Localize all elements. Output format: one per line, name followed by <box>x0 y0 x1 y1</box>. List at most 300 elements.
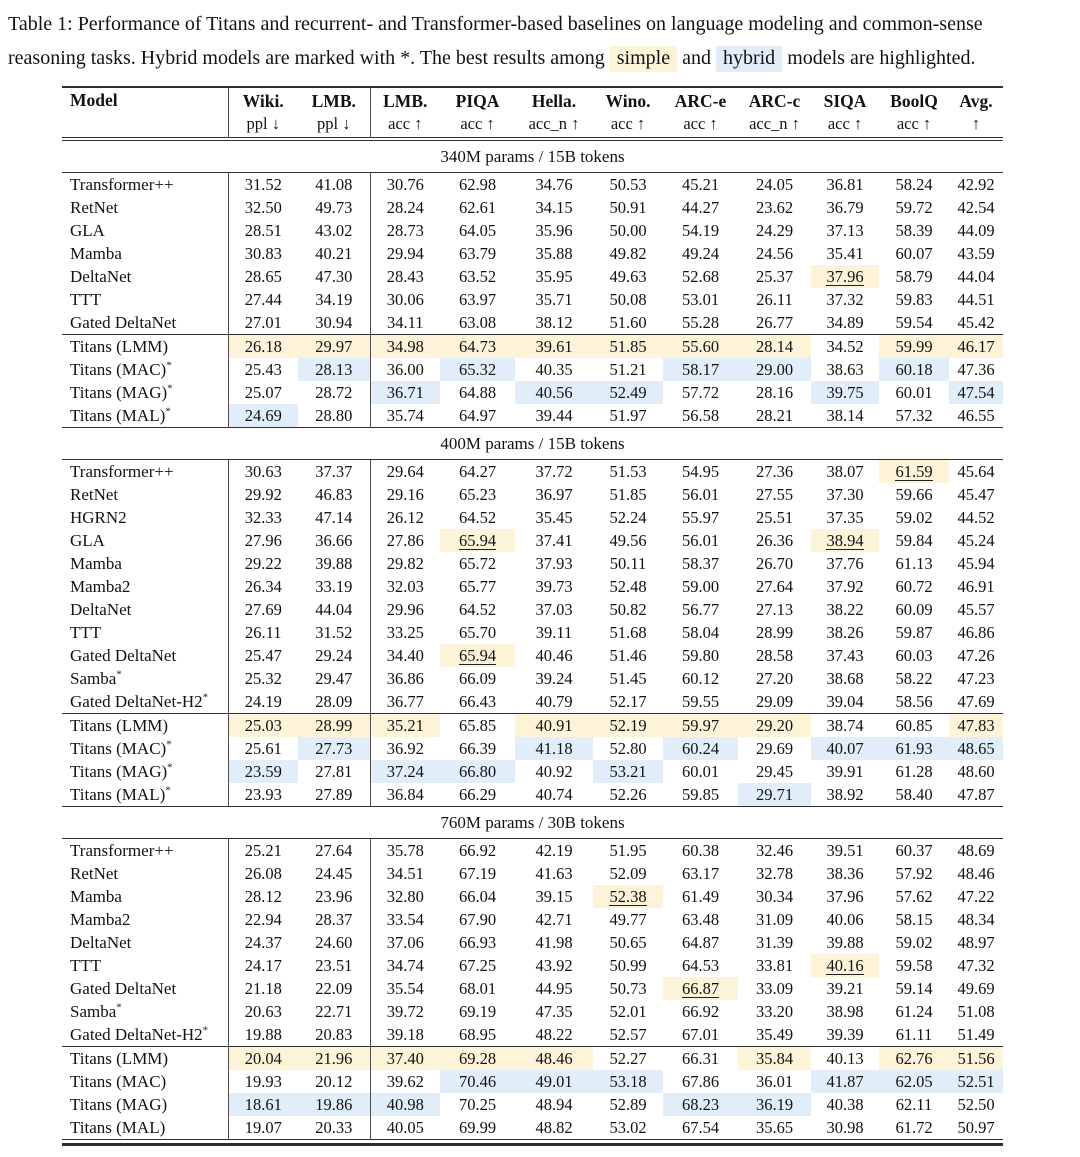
value-cell: 34.98 <box>370 335 440 359</box>
model-name: Titans (MAG) <box>70 1094 168 1114</box>
value-cell: 28.72 <box>315 382 353 402</box>
value-cell: 45.24 <box>957 530 995 550</box>
value-cell: 62.76 <box>879 1047 949 1071</box>
value-cell: 27.89 <box>315 784 353 804</box>
value-cell: 50.82 <box>609 599 647 619</box>
value-cell: 60.18 <box>879 358 949 381</box>
value-cell: 37.35 <box>826 507 864 527</box>
value-cell: 33.19 <box>315 576 353 596</box>
table-row <box>62 931 1003 954</box>
value-cell: 57.32 <box>895 405 933 425</box>
value-cell: 54.95 <box>681 461 720 481</box>
caption-end-text: models are highlighted. <box>787 47 976 69</box>
value-cell: 29.45 <box>755 761 794 781</box>
value-cell: 45.47 <box>957 484 995 504</box>
value-cell: 58.79 <box>895 266 933 286</box>
value-cell: 40.13 <box>811 1047 879 1071</box>
value-cell: 41.18 <box>515 737 593 760</box>
value-cell: 50.65 <box>609 932 647 952</box>
value-cell: 59.02 <box>895 507 933 527</box>
value-cell: 37.30 <box>826 484 864 504</box>
value-cell: 45.21 <box>681 174 720 194</box>
value-cell: 46.83 <box>315 484 353 504</box>
value-cell: 27.86 <box>370 529 440 552</box>
value-cell: 28.21 <box>755 405 794 425</box>
model-name: Titans (MAC)* <box>70 358 172 379</box>
value-cell: 35.21 <box>370 714 440 738</box>
value-cell: 46.17 <box>949 335 1003 359</box>
value-cell: 56.01 <box>681 484 720 504</box>
value-cell: 40.74 <box>535 784 573 804</box>
table-row <box>62 862 1003 885</box>
value-cell: 19.93 <box>228 1070 298 1093</box>
table-row <box>62 242 1003 265</box>
value-cell: 46.55 <box>957 405 995 425</box>
value-cell: 36.97 <box>535 484 573 504</box>
value-cell: 29.16 <box>370 483 440 506</box>
value-cell: 66.93 <box>458 932 497 952</box>
value-cell: 35.49 <box>755 1024 794 1044</box>
section-header: 340M params / 15B tokens <box>62 141 1003 173</box>
value-cell: 66.39 <box>458 738 497 758</box>
value-cell: 44.09 <box>957 220 995 240</box>
table-row <box>62 1116 1003 1140</box>
table-row <box>62 506 1003 529</box>
model-name: Gated DeltaNet-H2* <box>70 1023 209 1044</box>
value-cell: 38.07 <box>826 461 864 481</box>
table-body <box>62 141 1003 1145</box>
caption-line-1: Table 1: Performance of Titans and recurrent- and Transformer-based baselines on language modeling and common-sense <box>8 13 983 35</box>
column-subheader-avg: ↑ <box>971 114 981 133</box>
value-cell: 57.92 <box>895 863 933 883</box>
header-row-1 <box>62 87 1003 113</box>
value-cell: 39.75 <box>811 381 879 404</box>
value-cell: 38.98 <box>826 1001 864 1021</box>
value-cell: 35.84 <box>738 1047 811 1071</box>
table-row <box>62 575 1003 598</box>
value-cell: 47.23 <box>957 668 995 688</box>
value-cell: 20.33 <box>315 1117 353 1137</box>
value-cell: 37.76 <box>826 553 864 573</box>
value-cell: 59.87 <box>895 622 933 642</box>
value-cell: 60.01 <box>681 761 720 781</box>
value-cell: 24.69 <box>228 404 298 428</box>
model-name: Mamba <box>70 243 122 263</box>
value-cell: 51.56 <box>949 1047 1003 1071</box>
value-cell: 64.05 <box>458 220 497 240</box>
value-cell: 40.98 <box>370 1093 440 1116</box>
value-cell: 53.21 <box>593 760 663 783</box>
value-cell: 29.96 <box>370 598 440 621</box>
value-cell: 26.18 <box>228 335 298 359</box>
value-cell: 34.11 <box>370 311 440 335</box>
value-cell: 48.46 <box>957 863 995 883</box>
value-cell: 24.60 <box>315 932 353 952</box>
value-cell: 66.31 <box>663 1047 738 1071</box>
value-cell: 59.58 <box>895 955 933 975</box>
value-cell: 51.45 <box>609 668 647 688</box>
table-row <box>62 598 1003 621</box>
value-cell: 36.66 <box>315 530 353 550</box>
table-row <box>62 1047 1003 1071</box>
value-cell: 58.04 <box>681 622 720 642</box>
value-cell: 26.08 <box>228 862 298 885</box>
value-cell: 28.14 <box>738 335 811 359</box>
table-row <box>62 1023 1003 1047</box>
value-cell: 48.34 <box>957 909 995 929</box>
value-cell: 31.39 <box>755 932 794 952</box>
value-cell: 69.19 <box>458 1001 497 1021</box>
value-cell: 39.51 <box>826 840 864 860</box>
value-cell: 50.11 <box>609 553 647 573</box>
value-cell: 49.01 <box>515 1070 593 1093</box>
value-cell: 36.86 <box>370 667 440 690</box>
value-cell: 38.12 <box>535 312 573 332</box>
hybrid-asterisk: * <box>165 404 171 417</box>
column-subheader-lmb_ppl: ppl ↓ <box>317 114 351 133</box>
value-cell: 47.26 <box>957 645 995 665</box>
value-cell: 24.56 <box>755 243 794 263</box>
caption-and-text: and <box>682 47 711 69</box>
hybrid-asterisk: * <box>116 1000 122 1013</box>
value-cell: 49.73 <box>315 197 353 217</box>
value-cell: 56.01 <box>681 530 720 550</box>
value-cell: 65.77 <box>458 576 497 596</box>
value-cell: 40.35 <box>535 359 573 379</box>
value-cell: 27.73 <box>298 737 370 760</box>
column-header-arce: ARC-e <box>674 91 727 111</box>
value-cell: 54.19 <box>681 220 720 240</box>
value-cell: 29.82 <box>370 552 440 575</box>
value-cell: 26.36 <box>755 530 794 550</box>
value-cell: 27.13 <box>755 599 794 619</box>
value-cell: 37.40 <box>370 1047 440 1071</box>
value-cell: 58.37 <box>681 553 720 573</box>
value-cell: 59.00 <box>681 576 720 596</box>
value-cell <box>663 977 738 1000</box>
value-cell: 34.51 <box>370 862 440 885</box>
column-subheader-boolq: acc ↑ <box>896 114 932 133</box>
value-cell: 24.19 <box>228 690 298 714</box>
value-cell: 20.04 <box>228 1047 298 1071</box>
value-cell: 23.62 <box>755 197 794 217</box>
value-cell: 36.71 <box>370 381 440 404</box>
value-cell: 35.65 <box>755 1117 794 1137</box>
value-cell: 25.47 <box>228 644 298 667</box>
value-cell <box>879 460 949 484</box>
value-cell: 46.91 <box>957 576 995 596</box>
hybrid-asterisk: * <box>116 667 122 680</box>
value-cell: 45.57 <box>957 599 995 619</box>
value-cell: 44.04 <box>315 599 353 619</box>
value-cell: 42.71 <box>535 909 573 929</box>
value-cell: 68.23 <box>663 1093 738 1116</box>
value-cell: 51.85 <box>609 484 647 504</box>
value-cell: 28.12 <box>228 885 298 908</box>
hybrid-asterisk: * <box>167 760 173 773</box>
value-cell: 33.20 <box>755 1001 794 1021</box>
value-cell: 51.49 <box>957 1024 995 1044</box>
value-cell: 49.82 <box>609 243 647 263</box>
table-row <box>62 908 1003 931</box>
value-cell: 40.56 <box>515 381 593 404</box>
table-row <box>62 335 1003 359</box>
value-cell: 51.95 <box>609 840 647 860</box>
value-cell: 29.47 <box>315 668 353 688</box>
value-cell: 32.46 <box>755 840 794 860</box>
value-cell: 60.09 <box>895 599 933 619</box>
value-cell: 58.40 <box>895 784 933 804</box>
model-name: HGRN2 <box>70 507 127 527</box>
value-cell: 28.58 <box>755 645 794 665</box>
value-cell: 29.69 <box>755 738 794 758</box>
model-name: Titans (MAG)* <box>70 381 173 402</box>
column-subheader-piqa: acc ↑ <box>460 114 495 133</box>
value-cell: 41.87 <box>811 1070 879 1093</box>
value-cell: 36.01 <box>755 1071 794 1091</box>
value-cell: 19.07 <box>228 1116 298 1140</box>
value-cell: 35.71 <box>535 289 573 309</box>
value-cell: 47.36 <box>957 359 995 379</box>
value-cell: 34.19 <box>315 289 353 309</box>
value-cell: 28.13 <box>298 358 370 381</box>
value-cell: 65.70 <box>458 622 497 642</box>
value-cell: 28.99 <box>298 714 370 738</box>
value-cell <box>440 644 515 667</box>
table-row <box>62 219 1003 242</box>
value-cell: 40.38 <box>826 1094 864 1114</box>
value-cell: 30.76 <box>370 173 440 197</box>
value-cell: 37.24 <box>370 760 440 783</box>
model-name: Titans (MAG)* <box>70 760 173 781</box>
value-cell: 67.01 <box>681 1024 720 1044</box>
value-cell: 60.85 <box>879 714 949 738</box>
table-row <box>62 690 1003 714</box>
value-cell: 65.72 <box>458 553 497 573</box>
model-name: TTT <box>70 955 102 975</box>
value-cell: 24.17 <box>228 954 298 977</box>
column-header-wiki: Wiki. <box>228 87 298 113</box>
value-cell: 38.14 <box>826 405 864 425</box>
value-cell: 36.79 <box>826 197 864 217</box>
value-cell: 51.85 <box>593 335 663 359</box>
value-cell: 25.32 <box>228 667 298 690</box>
value-cell: 39.24 <box>535 668 573 688</box>
value-cell: 19.88 <box>228 1023 298 1047</box>
model-name: Titans (MAC)* <box>70 737 172 758</box>
value-cell: 37.13 <box>826 220 864 240</box>
value-cell: 28.80 <box>315 405 353 425</box>
column-subheader-siqa: acc ↑ <box>827 114 863 133</box>
model-name: Titans (MAL)* <box>70 404 171 425</box>
model-name: Transformer++ <box>70 174 174 194</box>
value-cell: 65.23 <box>458 484 497 504</box>
table-row <box>62 977 1003 1000</box>
model-name: DeltaNet <box>70 932 132 952</box>
value-cell: 39.73 <box>535 576 573 596</box>
value-cell: 51.46 <box>609 645 647 665</box>
model-name: Mamba2 <box>70 909 131 929</box>
value-cell: 25.03 <box>228 714 298 738</box>
value-cell: 61.93 <box>879 737 949 760</box>
value-cell: 61.28 <box>895 761 933 781</box>
value-cell: 36.19 <box>738 1093 811 1116</box>
value-cell: 38.22 <box>826 599 864 619</box>
value-cell: 57.72 <box>681 382 720 402</box>
value-cell: 58.39 <box>895 220 933 240</box>
table-row <box>62 196 1003 219</box>
value-cell: 52.19 <box>593 714 663 738</box>
value-cell: 26.11 <box>228 621 298 644</box>
value-cell: 38.36 <box>826 863 864 883</box>
table-row <box>62 714 1003 738</box>
value-cell: 22.71 <box>315 1001 353 1021</box>
value-cell: 36.77 <box>370 690 440 714</box>
value-cell: 35.95 <box>535 266 573 286</box>
column-header-avg: Avg. <box>959 91 993 111</box>
value-cell: 60.37 <box>895 840 933 860</box>
value-cell: 26.70 <box>755 553 794 573</box>
table-row <box>62 358 1003 381</box>
value-cell: 47.14 <box>315 507 353 527</box>
model-name: Titans (LMM) <box>62 714 228 738</box>
value-cell: 28.24 <box>370 196 440 219</box>
value-cell: 44.52 <box>957 507 995 527</box>
value-cell: 67.54 <box>681 1117 720 1137</box>
value-cell: 64.52 <box>458 599 497 619</box>
value-cell: 24.37 <box>228 931 298 954</box>
table-row <box>62 1070 1003 1093</box>
value-cell: 43.92 <box>535 955 573 975</box>
column-subheader-hella: acc_n ↑ <box>528 114 580 133</box>
model-name: RetNet <box>70 863 119 883</box>
value-cell: 49.69 <box>957 978 995 998</box>
value-cell: 49.77 <box>609 909 647 929</box>
underlined-value: 37.96 <box>826 266 864 286</box>
value-cell: 44.51 <box>957 289 995 309</box>
value-cell: 45.64 <box>957 461 995 481</box>
column-header-arcc: ARC-c <box>748 91 801 111</box>
table-row <box>62 1093 1003 1116</box>
value-cell: 26.12 <box>370 506 440 529</box>
caption-line-2 <box>8 41 1072 75</box>
value-cell: 27.55 <box>755 484 794 504</box>
value-cell: 30.34 <box>755 886 794 906</box>
value-cell: 59.02 <box>895 932 933 952</box>
column-subheader-arce: acc ↑ <box>683 114 718 133</box>
value-cell: 39.62 <box>370 1070 440 1093</box>
value-cell: 55.28 <box>681 312 720 332</box>
model-name: Mamba <box>70 553 122 573</box>
value-cell: 49.63 <box>609 266 647 286</box>
value-cell: 46.86 <box>957 622 995 642</box>
value-cell: 36.81 <box>826 174 864 194</box>
value-cell: 40.07 <box>811 737 879 760</box>
value-cell: 52.89 <box>609 1094 647 1114</box>
value-cell: 39.21 <box>826 978 864 998</box>
value-cell: 30.83 <box>228 242 298 265</box>
value-cell: 30.06 <box>370 288 440 311</box>
section-header: 400M params / 15B tokens <box>62 428 1003 460</box>
value-cell: 69.28 <box>440 1047 515 1071</box>
model-name: Titans (MAL)* <box>70 783 171 804</box>
column-header-lmb_acc: LMB. <box>370 87 440 113</box>
value-cell: 62.11 <box>895 1094 933 1114</box>
value-cell: 55.97 <box>681 507 720 527</box>
value-cell: 52.48 <box>609 576 647 596</box>
value-cell: 64.97 <box>458 405 497 425</box>
value-cell: 64.88 <box>458 382 497 402</box>
value-cell: 23.96 <box>315 886 353 906</box>
value-cell: 48.60 <box>957 761 995 781</box>
hybrid-asterisk: * <box>202 690 209 703</box>
value-cell: 64.73 <box>440 335 515 359</box>
value-cell: 33.54 <box>370 908 440 931</box>
value-cell: 28.16 <box>755 382 794 402</box>
model-name: Transformer++ <box>70 840 174 860</box>
value-cell: 62.98 <box>458 174 497 194</box>
value-cell: 30.63 <box>228 460 298 484</box>
column-subheader-wiki: ppl ↓ <box>228 113 298 138</box>
value-cell: 69.99 <box>458 1117 497 1137</box>
value-cell: 20.12 <box>315 1071 353 1091</box>
value-cell: 27.64 <box>755 576 794 596</box>
value-cell: 39.18 <box>370 1023 440 1047</box>
column-header-lmb_ppl: LMB. <box>311 91 356 111</box>
column-subheader-arcc: acc_n ↑ <box>749 114 800 133</box>
value-cell: 28.65 <box>228 265 298 288</box>
value-cell: 48.97 <box>957 932 995 952</box>
value-cell: 58.56 <box>895 691 933 711</box>
value-cell: 59.85 <box>681 784 720 804</box>
value-cell: 36.84 <box>370 783 440 807</box>
value-cell: 40.92 <box>535 761 573 781</box>
value-cell: 47.87 <box>957 784 995 804</box>
value-cell: 23.51 <box>315 955 353 975</box>
value-cell: 40.21 <box>315 243 353 263</box>
caption-line-2-text: reasoning tasks. Hybrid models are marked with *. The best results among <box>8 47 605 69</box>
value-cell: 59.55 <box>681 691 720 711</box>
column-header-piqa: PIQA <box>455 91 500 111</box>
value-cell: 60.01 <box>895 382 933 402</box>
value-cell: 27.44 <box>228 288 298 311</box>
value-cell: 66.04 <box>458 886 497 906</box>
table-row <box>62 460 1003 484</box>
value-cell: 51.53 <box>609 461 647 481</box>
value-cell: 60.07 <box>895 243 933 263</box>
table-row <box>62 173 1003 197</box>
value-cell: 59.99 <box>879 335 949 359</box>
value-cell: 60.03 <box>895 645 933 665</box>
value-cell: 53.02 <box>609 1117 647 1137</box>
value-cell: 40.05 <box>370 1116 440 1140</box>
value-cell: 29.00 <box>738 358 811 381</box>
value-cell: 33.81 <box>755 955 794 975</box>
model-name: Titans (MAL) <box>70 1117 166 1137</box>
value-cell: 32.33 <box>228 506 298 529</box>
value-cell: 66.80 <box>440 760 515 783</box>
value-cell: 29.20 <box>738 714 811 738</box>
value-cell: 63.48 <box>681 909 720 929</box>
value-cell: 62.61 <box>458 197 497 217</box>
value-cell: 20.63 <box>228 1000 298 1023</box>
table-row <box>62 760 1003 783</box>
section-title-row <box>62 428 1003 460</box>
value-cell: 68.01 <box>458 978 497 998</box>
value-cell: 52.50 <box>957 1094 995 1114</box>
value-cell: 63.52 <box>458 266 497 286</box>
value-cell: 26.34 <box>228 575 298 598</box>
